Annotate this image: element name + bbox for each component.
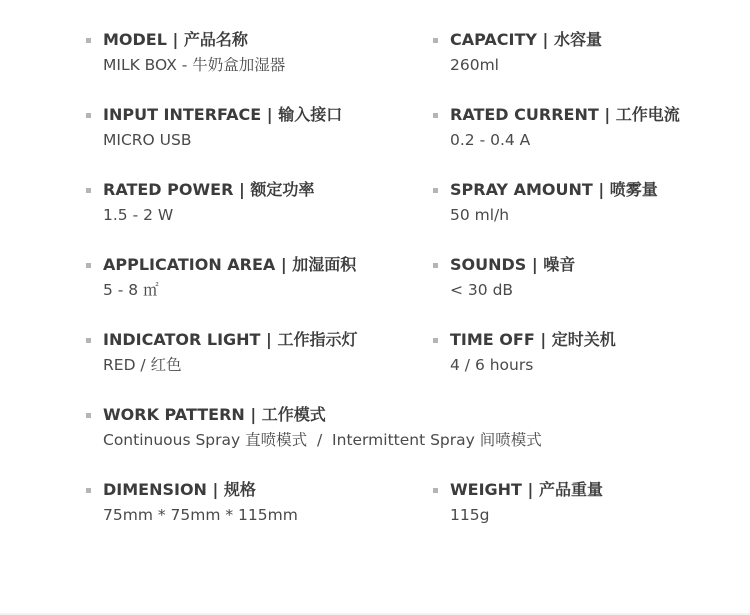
bullet-icon bbox=[433, 38, 438, 43]
spec-label: INPUT INTERFACE | 输入接口 bbox=[103, 105, 343, 124]
spec-label: TIME OFF | 定时关机 bbox=[450, 330, 616, 349]
spec-label: DIMENSION | 规格 bbox=[103, 480, 256, 499]
spec-label: RATED POWER | 额定功率 bbox=[103, 180, 315, 199]
spec-weight bbox=[433, 479, 603, 526]
spec-indicator-light bbox=[86, 329, 357, 376]
spec-sounds bbox=[433, 254, 575, 301]
spec-label: CAPACITY | 水容量 bbox=[450, 30, 602, 49]
spec-label: INDICATOR LIGHT | 工作指示灯 bbox=[103, 330, 358, 349]
spec-model bbox=[86, 29, 285, 76]
bullet-icon bbox=[86, 263, 91, 268]
spec-value: 50 ml/h bbox=[450, 206, 510, 224]
spec-value: 5 - 8 ㎡ bbox=[103, 281, 159, 299]
bullet-icon bbox=[86, 488, 91, 493]
bullet-icon bbox=[433, 113, 438, 118]
spec-value: 260ml bbox=[450, 56, 499, 74]
spec-rated-power bbox=[86, 179, 314, 226]
spec-label: SPRAY AMOUNT | 喷雾量 bbox=[450, 180, 658, 199]
spec-value: MICRO USB bbox=[103, 131, 192, 149]
spec-value: Continuous Spray 直喷模式 / Intermittent Spray 间喷模式 bbox=[103, 431, 542, 449]
spec-rated-current bbox=[433, 104, 680, 151]
spec-value: 75mm * 75mm * 115mm bbox=[103, 506, 298, 524]
bullet-icon bbox=[433, 188, 438, 193]
bullet-icon bbox=[433, 263, 438, 268]
spec-value: < 30 dB bbox=[450, 281, 514, 299]
spec-time-off bbox=[433, 329, 616, 376]
spec-value: MILK BOX - 牛奶盒加湿器 bbox=[103, 56, 286, 74]
bullet-icon bbox=[86, 188, 91, 193]
spec-value: 4 / 6 hours bbox=[450, 356, 534, 374]
spec-label: WORK PATTERN | 工作模式 bbox=[103, 405, 326, 424]
bullet-icon bbox=[433, 338, 438, 343]
bullet-icon bbox=[86, 413, 91, 418]
spec-label: RATED CURRENT | 工作电流 bbox=[450, 105, 680, 124]
spec-input-interface bbox=[86, 104, 342, 151]
spec-label: WEIGHT | 产品重量 bbox=[450, 480, 603, 499]
bullet-icon bbox=[86, 38, 91, 43]
spec-spray-amount bbox=[433, 179, 658, 226]
spec-work-pattern bbox=[86, 404, 542, 451]
bullet-icon bbox=[86, 338, 91, 343]
spec-label: SOUNDS | 噪音 bbox=[450, 255, 576, 274]
spec-dimension bbox=[86, 479, 298, 526]
spec-value: 115g bbox=[450, 506, 490, 524]
spec-value: 0.2 - 0.4 A bbox=[450, 131, 531, 149]
spec-label: MODEL | 产品名称 bbox=[103, 30, 248, 49]
spec-value: 1.5 - 2 W bbox=[103, 206, 174, 224]
bullet-icon bbox=[86, 113, 91, 118]
bullet-icon bbox=[433, 488, 438, 493]
spec-capacity bbox=[433, 29, 602, 76]
spec-label: APPLICATION AREA | 加湿面积 bbox=[103, 255, 357, 274]
spec-application-area bbox=[86, 254, 356, 301]
spec-value: RED / 红色 bbox=[103, 356, 182, 374]
